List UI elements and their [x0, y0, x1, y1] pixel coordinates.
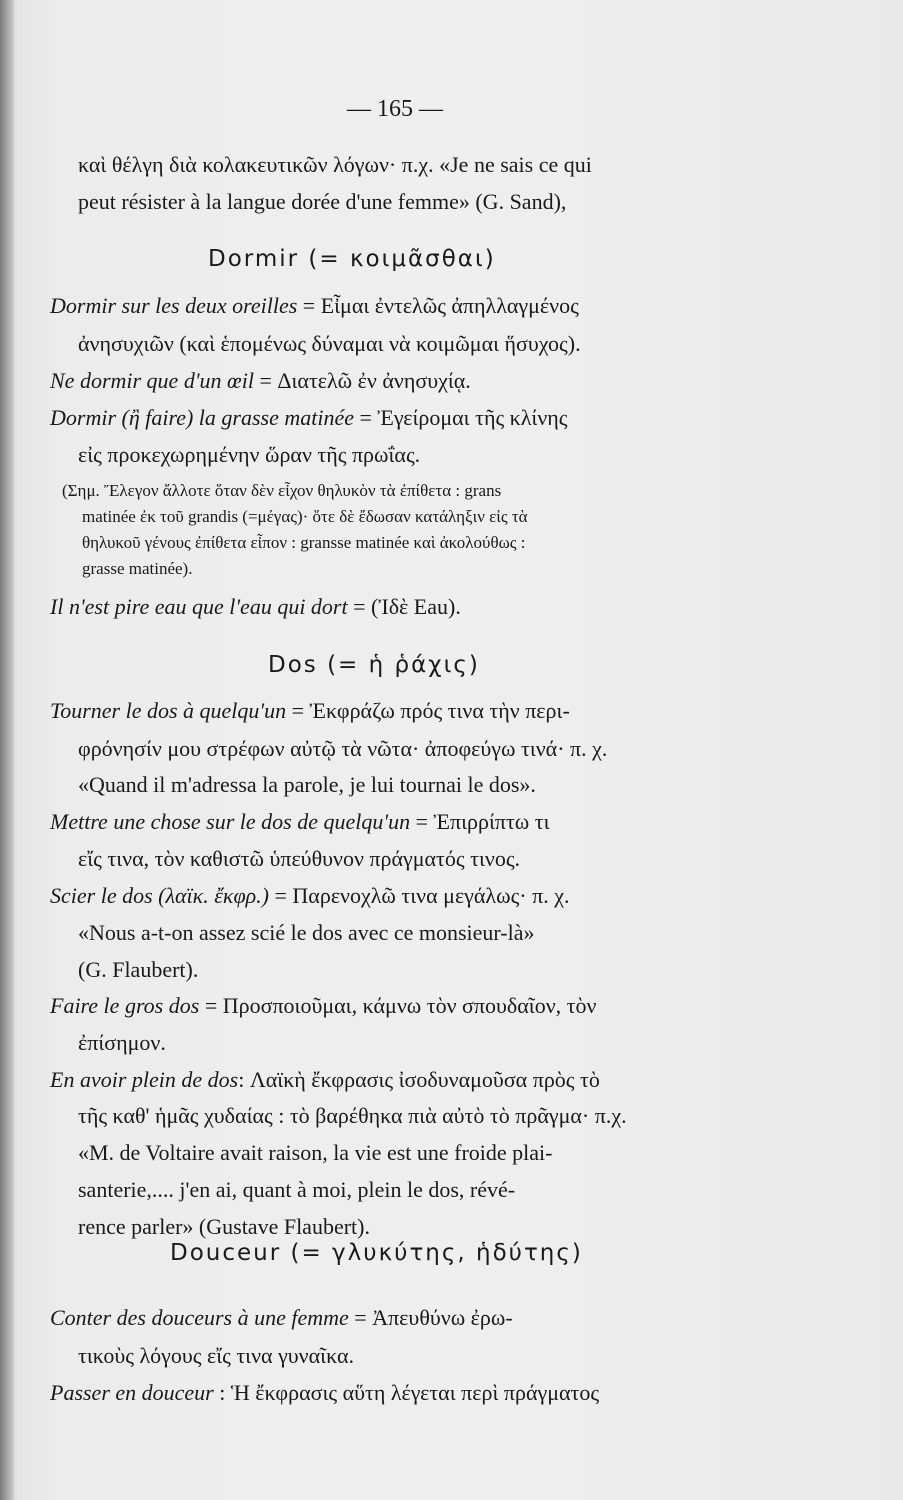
text-line	[82, 556, 192, 582]
text-line	[50, 293, 579, 319]
phrase-italic: Mettre une chose sur le dos de quelqu'un	[50, 809, 411, 834]
phrase-text: θηλυκοῦ γένους ἐπίθετα εἶπον : gransse matinée καὶ ἀκολούθως :	[82, 533, 526, 552]
phrase-text: καὶ θέλγη διὰ κολακευτικῶν λόγων· π.χ. «Je ne sais ce qui	[78, 152, 592, 177]
phrase-text: «Quand il m'adressa la parole, je lui tournai le dos».	[78, 772, 536, 797]
phrase-text: εἴς τινα, τὸν καθιστῶ ὑπεύθυνον πράγματός τινος.	[78, 846, 521, 871]
text-line	[78, 736, 607, 762]
text-line	[50, 594, 461, 620]
text-line	[82, 530, 526, 556]
phrase-text: εἰς προκεχωρημένην ὥραν τῆς πρωΐας.	[78, 442, 421, 467]
section-heading-dos: Dos (= ἡ ῥάχις)	[268, 652, 480, 678]
phrase-text: matinée ἐκ τοῦ grandis (=μέγας)· ὅτε δὲ ἔδωσαν κατάληξιν εἰς τὰ	[82, 507, 528, 526]
text-line	[78, 1177, 515, 1203]
phrase-text: = Ἐκφράζω πρός τινα τὴν περι-	[286, 698, 570, 723]
text-line	[78, 772, 536, 798]
text-line	[78, 1030, 166, 1056]
phrase-text: ἐπίσημον.	[78, 1030, 166, 1055]
text-line	[82, 504, 528, 530]
phrase-italic: Ne dormir que d'un œil	[50, 368, 254, 393]
phrase-text: rence parler» (Gustave Flaubert).	[78, 1214, 370, 1239]
phrase-text: ἀνησυχιῶν (καὶ ἑπομένως δύναμαι νὰ κοιμῶμαι ἥσυχος).	[78, 331, 581, 356]
phrase-text: = Ἐπιρρίπτω τι	[410, 809, 550, 834]
text-line	[50, 1380, 599, 1406]
text-line	[50, 1305, 513, 1331]
phrase-italic: En avoir plein de dos	[50, 1067, 239, 1092]
text-line	[78, 1214, 370, 1240]
text-line	[78, 920, 535, 946]
phrase-italic: Dormir (ἢ faire) la grasse matinée	[50, 405, 355, 430]
text-line	[50, 368, 471, 394]
phrase-text: = Διατελῶ ἐν ἀνησυχίᾳ.	[253, 368, 471, 393]
phrase-text: peut résister à la langue dorée d'une femme» (G. Sand),	[78, 189, 567, 214]
phrase-text: φρόνησίν μου στρέφων αὐτῷ τὰ νῶτα· ἀποφεύγω τινά· π. χ.	[78, 736, 608, 761]
phrase-text: (Σημ. Ἔλεγον ἄλλοτε ὅταν δὲν εἶχον θηλυκὸν τὰ ἐπίθετα : grans	[62, 481, 502, 500]
phrase-text: = Ἐγείρομαι τῆς κλίνης	[354, 405, 568, 430]
text-line	[62, 478, 501, 504]
phrase-text: : Λαϊκὴ ἔκφρασις ἰσοδυναμοῦσα πρὸς τὸ	[238, 1067, 600, 1092]
text-line	[50, 993, 596, 1019]
phrase-italic: Conter des douceurs à une femme	[50, 1305, 349, 1330]
phrase-text: τῆς καθ' ἡμᾶς χυδαίας : τὸ βαρέθηκα πιὰ αὐτὸ τὸ πρᾶγμα· π.χ.	[78, 1103, 627, 1128]
text-line	[78, 189, 566, 215]
phrase-text: = (Ἰδὲ Eau).	[347, 594, 461, 619]
phrase-text: (G. Flaubert).	[78, 957, 199, 982]
page-number: — 165 —	[347, 96, 443, 122]
text-line	[78, 1103, 627, 1129]
text-line	[50, 405, 568, 431]
phrase-text: «Nous a-t-on assez scié le dos avec ce monsieur-là»	[78, 920, 535, 945]
phrase-italic: Il n'est pire eau que l'eau qui dort	[50, 594, 348, 619]
text-line	[78, 1140, 553, 1166]
phrase-text: τικοὺς λόγους εἴς τινα γυναῖκα.	[78, 1343, 354, 1368]
text-line	[78, 331, 581, 357]
text-line	[78, 957, 198, 983]
text-line	[78, 846, 520, 872]
binding-shadow	[0, 0, 14, 1500]
phrase-italic: Scier le dos (λαϊκ. ἔκφρ.)	[50, 883, 270, 908]
phrase-text: : Ἡ ἔκφρασις αὕτη λέγεται περὶ πράγματος	[213, 1380, 600, 1405]
text-line	[50, 698, 570, 724]
text-line	[78, 442, 420, 468]
section-heading-douceur: Douceur (= γλυκύτης, ἡδύτης)	[170, 1240, 583, 1266]
phrase-text: = Προσποιοῦμαι, κάμνω τὸν σπουδαῖον, τὸν	[199, 993, 597, 1018]
text-line	[78, 152, 592, 178]
phrase-italic: Dormir sur les deux oreilles	[50, 293, 298, 318]
text-line	[50, 883, 570, 909]
section-heading-dormir: Dormir (= κοιμᾶσθαι)	[208, 246, 496, 272]
text-line	[50, 809, 550, 835]
phrase-text: «M. de Voltaire avait raison, la vie est une froide plai-	[78, 1140, 553, 1165]
phrase-italic: Passer en douceur	[50, 1380, 214, 1405]
phrase-italic: Tourner le dos à quelqu'un	[50, 698, 287, 723]
text-line	[50, 1067, 600, 1093]
phrase-text: = Εἶμαι ἐντελῶς ἀπηλλαγμένος	[297, 293, 579, 318]
phrase-text: = Ἀπευθύνω ἐρω-	[348, 1305, 513, 1330]
phrase-text: grasse matinée).	[82, 559, 193, 578]
phrase-italic: Faire le gros dos	[50, 993, 200, 1018]
phrase-text: = Παρενοχλῶ τινα μεγάλως· π. χ.	[269, 883, 570, 908]
phrase-text: santerie,.... j'en ai, quant à moi, plein le dos, révé-	[78, 1177, 516, 1202]
text-line	[78, 1343, 354, 1369]
